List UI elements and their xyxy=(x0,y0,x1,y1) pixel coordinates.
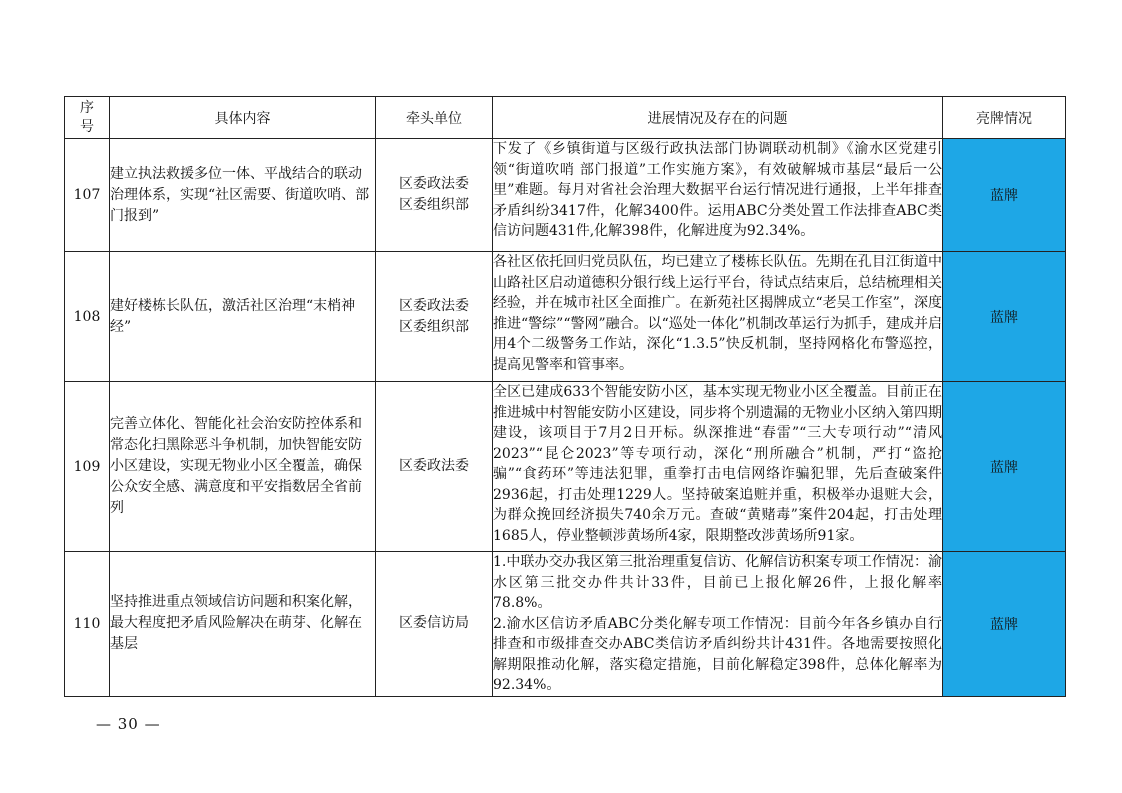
row-content: 坚持推进重点领域信访问题和积案化解，最大程度把矛盾风险解决在萌芽、化解在基层 xyxy=(110,552,376,697)
progress-item: 2.渝水区信访矛盾ABC分类化解专项工作情况：目前今年各乡镇办自行排查和市级排查交办ABC类信访矛盾纠纷共计431件。各地需要按照化解期限推动化解，落实稳定措施，目前化解稳定398件，总体化解率为92.34%。 xyxy=(493,615,942,693)
rating-badge: 蓝牌 xyxy=(943,252,1066,382)
work-progress-table xyxy=(64,96,1066,697)
rating-badge: 蓝牌 xyxy=(943,552,1066,697)
header-progress: 进展情况及存在的问题 xyxy=(493,97,943,139)
row-progress: 各社区依托回归党员队伍，均已建立了楼栋长队伍。先期在孔目江街道中山路社区启动道德积分银行线上运行平台，待试点结束后，总结梳理相关经验，并在城市社区全面推广。在新苑社区揭牌成立“老吴工作室”，深度推进“警综”“警网”融合。以“巡处一体化”机制改革运行为抓手，建成并启用4个二级警务工作站，深化“1.3.5”快反机制，坚持网格化布警巡控，提高见警率和管事率。 xyxy=(493,252,943,382)
row-progress: 全区已建成633个智能安防小区，基本实现无物业小区全覆盖。目前正在推进城中村智能安防小区建设，同步将个别遗漏的无物业小区纳入第四期建设，该项目于7月2日开标。纵深推进“春雷”“三大专项行动”“清风2023”“昆仑2023”等专项行动，深化“刑所融合”机制，严打“盗抢骗”“食药环”等违法犯罪，重拳打击电信网络诈骗犯罪，先后查破案件2936起，打击处理1229人。坚持破案追赃并重，积极举办退赃大会，为群众挽回经济损失740余万元。查破“黄赌毒”案件204起，打击处理1685人，停业整顿涉黄场所4家，限期整改涉黄场所91家。 xyxy=(493,382,943,552)
row-seq: 110 xyxy=(65,552,110,697)
row-unit xyxy=(376,552,493,697)
header-rating: 亮牌情况 xyxy=(943,97,1066,139)
rating-badge: 蓝牌 xyxy=(943,139,1066,252)
row-content: 完善立体化、智能化社会治安防控体系和常态化扫黑除恶斗争机制，加快智能安防小区建设，实现无物业小区全覆盖，确保公众安全感、满意度和平安指数居全省前列 xyxy=(110,382,376,552)
row-seq: 107 xyxy=(65,139,110,252)
row-progress xyxy=(493,552,943,697)
table-row xyxy=(65,552,1066,697)
row-seq: 108 xyxy=(65,252,110,382)
row-content: 建立执法救援多位一体、平战结合的联动治理体系，实现“社区需要、街道吹哨、部门报到” xyxy=(110,139,376,252)
row-seq: 109 xyxy=(65,382,110,552)
header-unit: 牵头单位 xyxy=(376,97,493,139)
row-unit xyxy=(376,139,493,252)
header-seq-label: 序号 xyxy=(80,99,94,135)
table-row xyxy=(65,139,1066,252)
unit-line: 区委信访局 xyxy=(399,615,469,632)
rating-badge: 蓝牌 xyxy=(943,382,1066,552)
unit-line: 区委政法委 xyxy=(399,297,469,314)
unit-line: 区委政法委 xyxy=(399,176,469,192)
row-content: 建好楼栋长队伍，激活社区治理“末梢神经” xyxy=(110,252,376,382)
table-header-row xyxy=(65,97,1066,139)
row-unit xyxy=(376,382,493,552)
unit-line: 区委政法委 xyxy=(399,458,469,474)
unit-line: 区委组织部 xyxy=(399,197,469,213)
table-row xyxy=(65,252,1066,382)
unit-line: 区委组织部 xyxy=(399,318,469,335)
progress-item: 1.中联办交办我区第三批治理重复信访、化解信访积案专项工作情况：渝水区第三批交办件共计33件，目前已上报化解26件，上报化解率78.8%。 xyxy=(493,554,942,611)
header-content: 具体内容 xyxy=(110,97,376,139)
header-seq xyxy=(65,97,110,139)
page-number: — 30 — xyxy=(96,715,161,733)
row-progress: 下发了《乡镇街道与区级行政执法部门协调联动机制》《渝水区党建引领“街道吹哨 部门报道”工作实施方案》，有效破解城市基层“最后一公里”难题。每月对省社会治理大数据平台运行情况进行通报，上半年排查矛盾纠纷3417件，化解3400件。运用ABC分类处置工作法排查ABC类信访问题431件,化解398件，化解进度为92.34%。 xyxy=(493,139,943,252)
table-row xyxy=(65,382,1066,552)
row-unit xyxy=(376,252,493,382)
